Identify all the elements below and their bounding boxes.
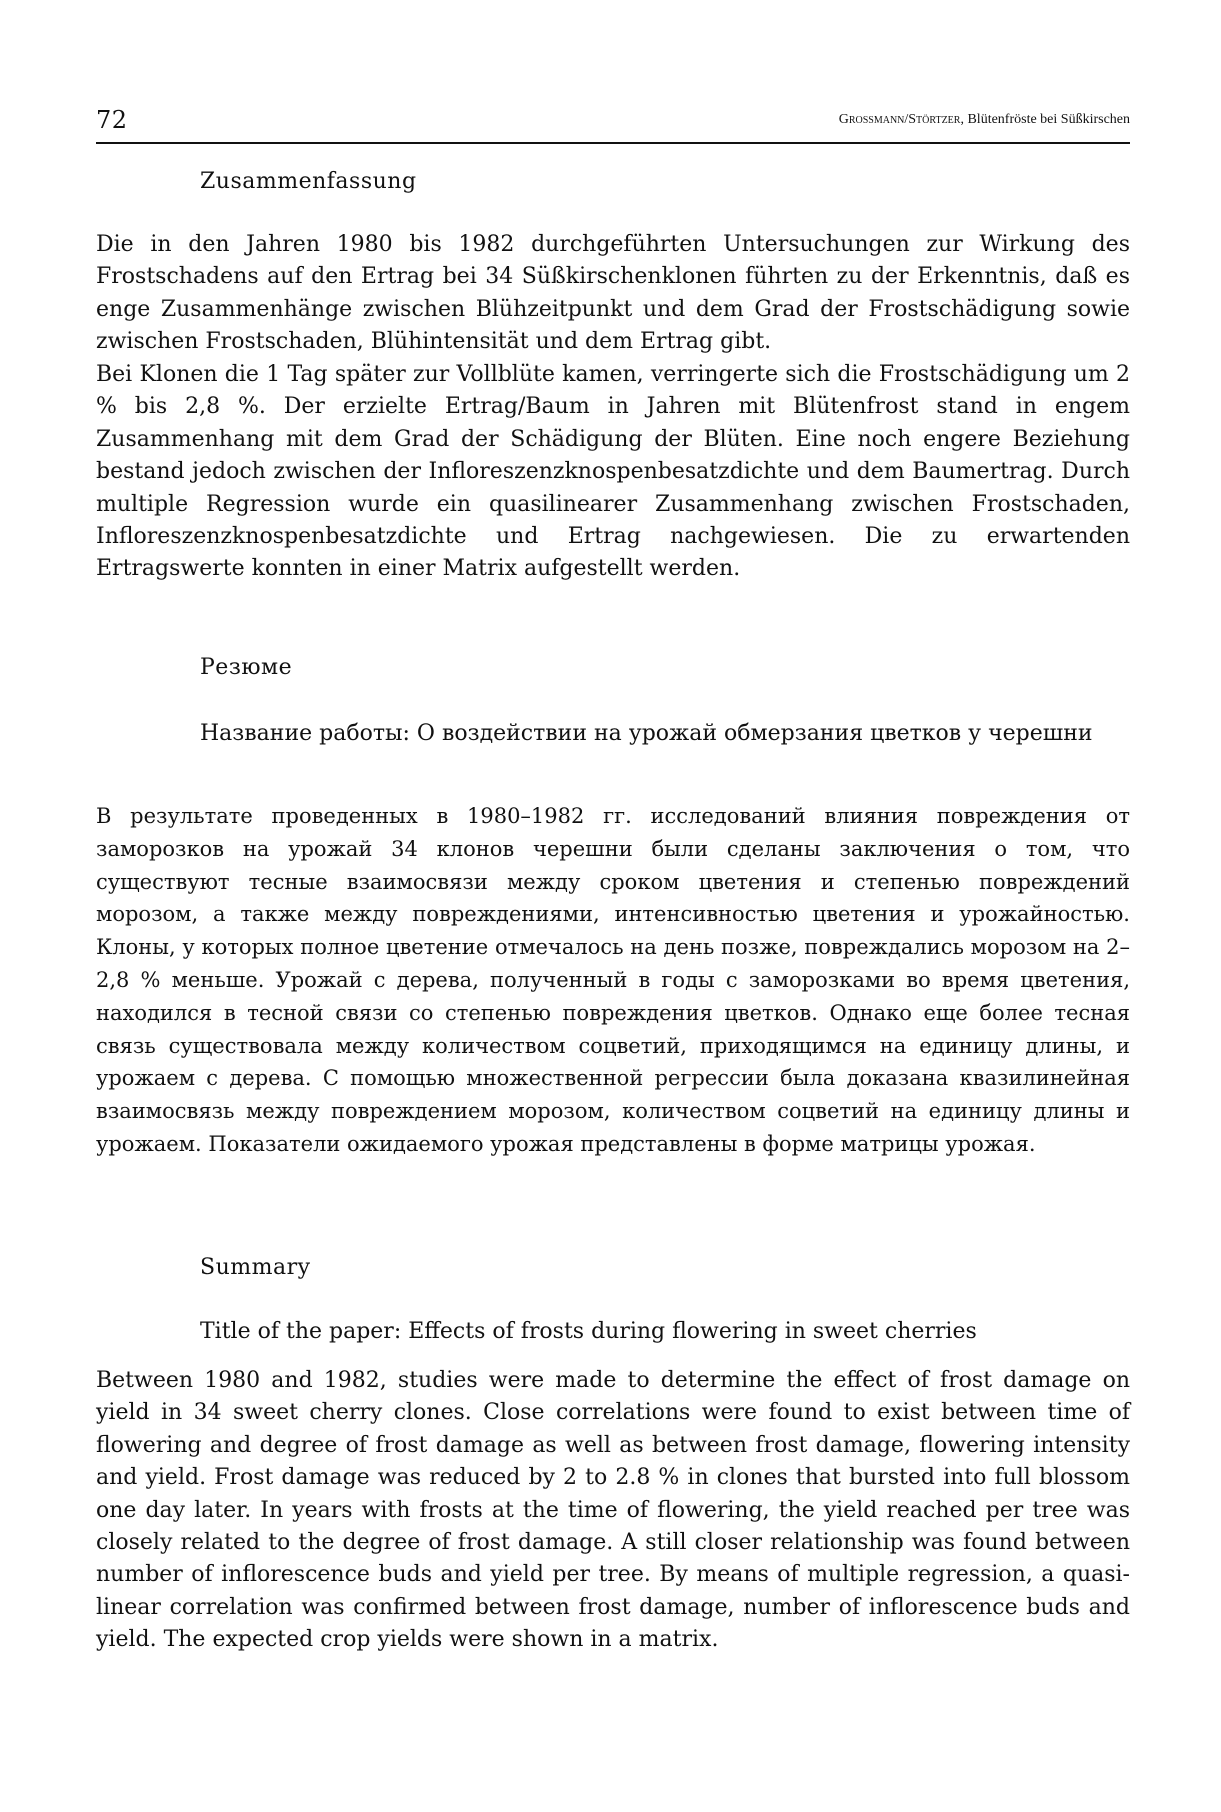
zusammenfassung-paragraph-1: Die in den Jahren 1980 bis 1982 durchgeführten Untersuchungen zur Wirkung des Frostschadens auf den Ertrag bei 34 Süßkirschenklonen führten zu der Erkenntnis, daß es enge Zusammenhänge zwischen Blühzeitpunkt und dem Grad der Frostschädigung sowie zwischen Frostschaden, Blühintensität und dem Ertrag gibt. (96, 232, 1130, 355)
zusammenfassung-paragraph-2: Bei Klonen die 1 Tag später zur Vollblüte kamen, verringerte sich die Frostschädigung um 2 % bis 2,8 %. Der erzielte Ertrag/Baum in Jahren mit Blütenfrost stand in engem Zusammenhang mit dem Grad der Schädigung der Blüten. Eine noch engere Beziehung bestand jedoch zwischen der Infloreszenzknospenbesatzdichte und dem Baumertrag. Durch multiple Regression wurde ein quasilinearer Zusammenhang zwischen Frostschaden, Infloreszenzknospenbesatzdichte und Ertrag nachgewiesen. Die zu erwartenden Ertragswerte konnten in einer Matrix aufgestellt werden. (96, 362, 1130, 582)
page-number: 72 (96, 106, 128, 134)
summary-paragraph: Between 1980 and 1982, studies were made to determine the effect of frost damage on yield in 34 sweet cherry clones. Close correlations were found to exist between time of flowering and degree of frost damage as well as between frost damage, flowering intensity and yield. Frost damage was reduced by 2 to 2.8 % in clones that bursted into full blossom one day later. In years with frosts at the time of flowering, the yield reached per tree was closely related to the degree of frost damage. A still closer relationship was found between number of inflorescence buds and yield per tree. By means of multiple regression, a quasi-linear correlation was confirmed between frost damage, number of inflorescence buds and yield. The expected crop yields were shown in a matrix. (96, 1368, 1130, 1653)
summary-heading: Summary (200, 1255, 311, 1280)
running-head-authors: Grossmann/Störtzer, (838, 112, 964, 127)
resume-heading: Резюме (200, 655, 293, 680)
resume-paragraph: В результате проведенных в 1980–1982 гг. исследований влияния повреждения от заморозков на урожай 34 клонов черешни были сделаны заключения о том, что существуют тесные взаимосвязи между сроком цветения и степенью повреждений морозом, а также между повреждениями, интенсивностью цветения и урожайностью. Клоны, у которых полное цветение отмечалось на день позже, повреждались морозом на 2–2,8 % меньше. Урожай с дерева, полученный в годы с заморозками во время цветения, находился в тесной связи со степенью повреждения цветков. Однако еще более тесная связь существовала между количеством соцветий, приходящимся на единицу длины, и урожаем с дерева. С помощью множественной регрессии была доказана квазилинейная взаимосвязь между повреждением морозом, количеством соцветий на единицу длины и урожаем. Показатели ожидаемого урожая представлены в форме матрицы урожая. (96, 804, 1130, 1156)
running-head (839, 110, 1130, 130)
running-head-title: Blütenfröste bei Süßkirschen (963, 112, 1130, 127)
summary-paper-title: Title of the paper: Effects of frosts during flowering in sweet cherries (200, 1319, 977, 1344)
zusammenfassung-heading: Zusammenfassung (200, 169, 417, 194)
resume-paper-title: Название работы: О воздействии на урожай обмерзания цветков у черешни (200, 721, 1093, 746)
page-header (96, 108, 1130, 144)
